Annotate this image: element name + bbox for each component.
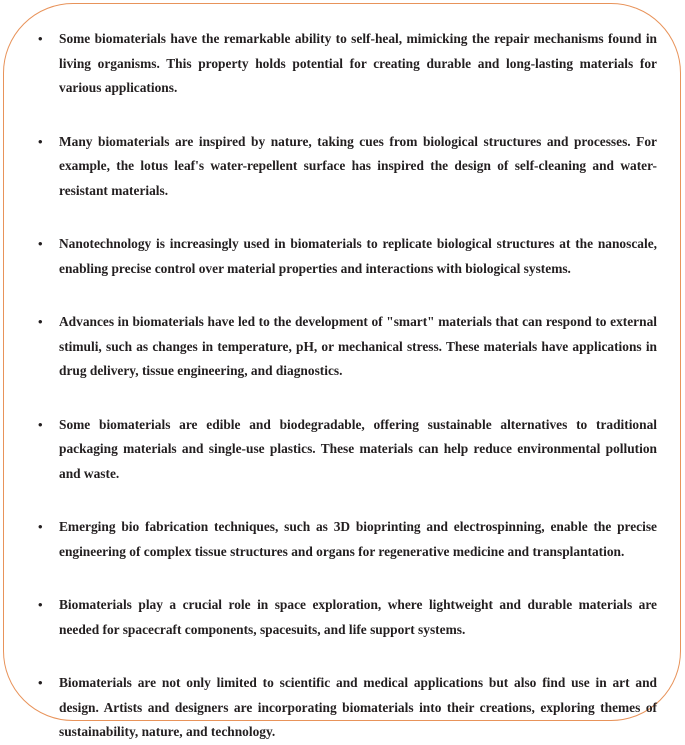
list-item-text: Some biomaterials are edible and biodegradable, offering sustainable alternatives to traditional packaging materials and single-use plastics. These materials can help reduce environmental pollution and waste. (59, 416, 657, 481)
list-item-text: Nanotechnology is increasingly used in biomaterials to replicate biological structures at the nanoscale, enabling precise control over material properties and interactions with biological systems. (59, 236, 657, 276)
list-item (35, 27, 657, 101)
list-item-text: Biomaterials are not only limited to scientific and medical applications but also find use in art and design. Artists and designers are incorporating biomaterials into their creations, exploring themes of sustainability, nature, and technology. (59, 675, 657, 739)
list-item (35, 310, 657, 384)
bullet-icon: • (38, 236, 43, 251)
bullet-icon: • (38, 519, 43, 534)
list-item-text: Some biomaterials have the remarkable ability to self-heal, mimicking the repair mechanisms found in living organisms. This property holds potential for creating durable and long-lasting materials for various applications. (59, 31, 657, 95)
list-item (35, 130, 657, 204)
list-item (35, 413, 657, 487)
list-item-text: Biomaterials play a crucial role in space exploration, where lightweight and durable materials are needed for spacecraft components, spacesuits, and life support systems. (59, 597, 657, 637)
bullet-icon: • (38, 416, 43, 432)
bullet-icon: • (38, 133, 43, 149)
list-item (35, 232, 657, 281)
list-item (35, 671, 657, 745)
list-item (35, 515, 657, 564)
fact-list (35, 27, 657, 745)
bullet-icon: • (38, 31, 43, 46)
list-item-text: Many biomaterials are inspired by nature, taking cues from biological structures and processes. For example, the lotus leaf's water-repellent surface has inspired the design of self-cleaning and water-resistant materials. (59, 133, 657, 198)
list-item-text: Emerging bio fabrication techniques, such as 3D bioprinting and electrospinning, enable the precise engineering of complex tissue structures and organs for regenerative medicine and transplantation. (59, 519, 657, 559)
list-item (35, 593, 657, 642)
bullet-icon: • (38, 675, 43, 690)
bullet-icon: • (38, 314, 43, 329)
list-item-text: Advances in biomaterials have led to the development of "smart" materials that can respond to external stimuli, such as changes in temperature, pH, or mechanical stress. These materials have applications in drug delivery, tissue engineering, and diagnostics. (59, 314, 657, 378)
bullet-icon: • (38, 597, 43, 612)
